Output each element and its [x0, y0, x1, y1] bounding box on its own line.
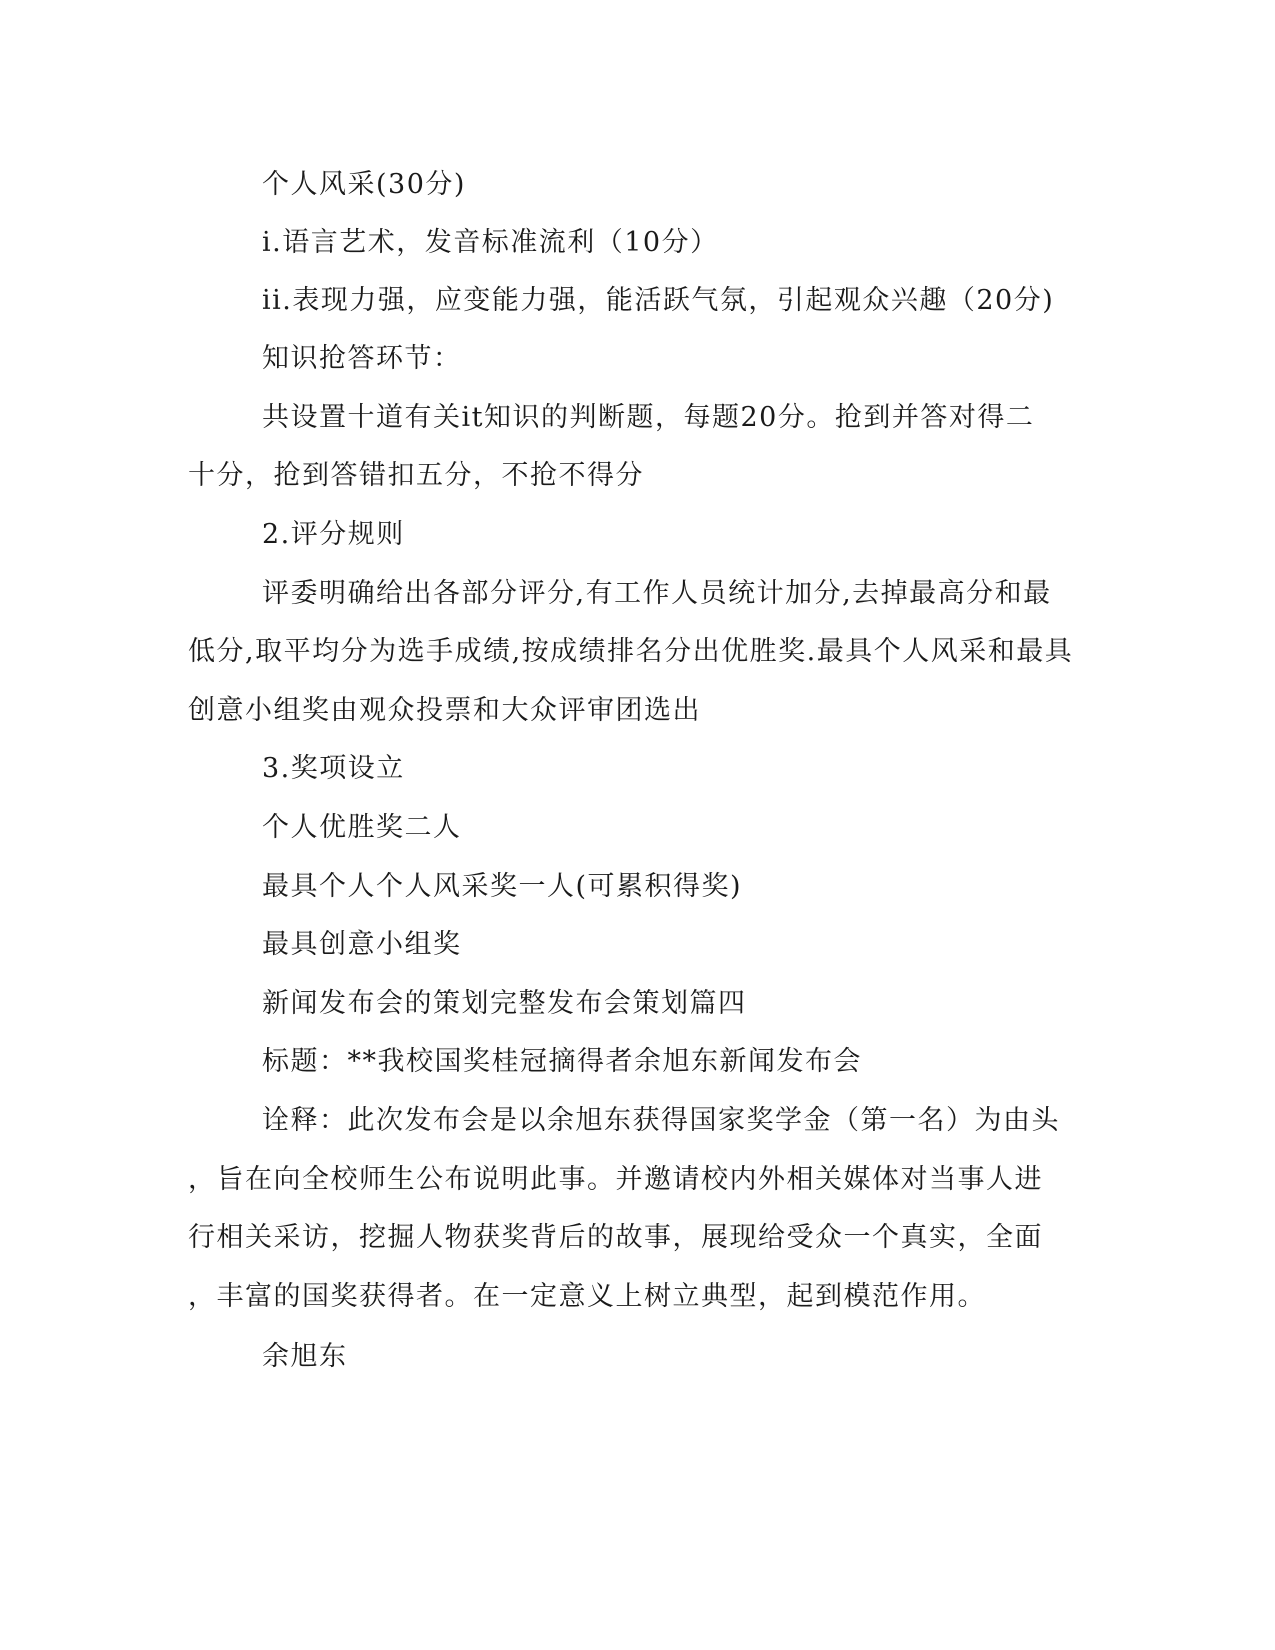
- heading-scoring-rules: 2.评分规则: [262, 519, 405, 550]
- heading-press-conference: 新闻发布会的策划完整发布会策划篇四: [262, 988, 747, 1019]
- paragraph-interpretation-line4: ，丰富的国奖获得者。在一定意义上树立典型，起到模范作用。: [188, 1281, 986, 1312]
- paragraph-language-art: i.语言艺术，发音标准流利（10分）: [262, 227, 719, 258]
- paragraph-name: 余旭东: [262, 1341, 348, 1372]
- paragraph-scoring-line1: 评委明确给出各部分评分,有工作人员统计加分,去掉最高分和最: [262, 578, 1052, 609]
- paragraph-quiz-rules-line1: 共设置十道有关it知识的判断题，每题20分。抢到并答对得二: [262, 402, 1035, 433]
- paragraph-personal-style: 个人风采(30分): [262, 169, 466, 200]
- paragraph-interpretation-line2: ，旨在向全校师生公布说明此事。并邀请校内外相关媒体对当事人进: [188, 1164, 1043, 1195]
- heading-awards: 3.奖项设立: [262, 753, 405, 784]
- heading-quiz-section: 知识抢答环节：: [262, 343, 462, 374]
- paragraph-title: 标题：**我校国奖桂冠摘得者余旭东新闻发布会: [262, 1046, 862, 1077]
- paragraph-award-creative: 最具创意小组奖: [262, 929, 462, 960]
- paragraph-quiz-rules-line2: 十分，抢到答错扣五分，不抢不得分: [188, 460, 644, 491]
- paragraph-expressiveness: ii.表现力强，应变能力强，能活跃气氛，引起观众兴趣（20分): [262, 285, 1055, 316]
- paragraph-interpretation-line3: 行相关采访，挖掘人物获奖背后的故事，展现给受众一个真实，全面: [188, 1222, 1043, 1253]
- paragraph-interpretation-line1: 诠释：此次发布会是以余旭东获得国家奖学金（第一名）为由头: [262, 1105, 1060, 1136]
- paragraph-scoring-line2: 低分,取平均分为选手成绩,按成绩排名分出优胜奖.最具个人风采和最具: [188, 636, 1074, 667]
- paragraph-scoring-line3: 创意小组奖由观众投票和大众评审团选出: [188, 695, 701, 726]
- paragraph-award-individual: 个人优胜奖二人: [262, 812, 462, 843]
- paragraph-award-style: 最具个人个人风采奖一人(可累积得奖): [262, 871, 743, 902]
